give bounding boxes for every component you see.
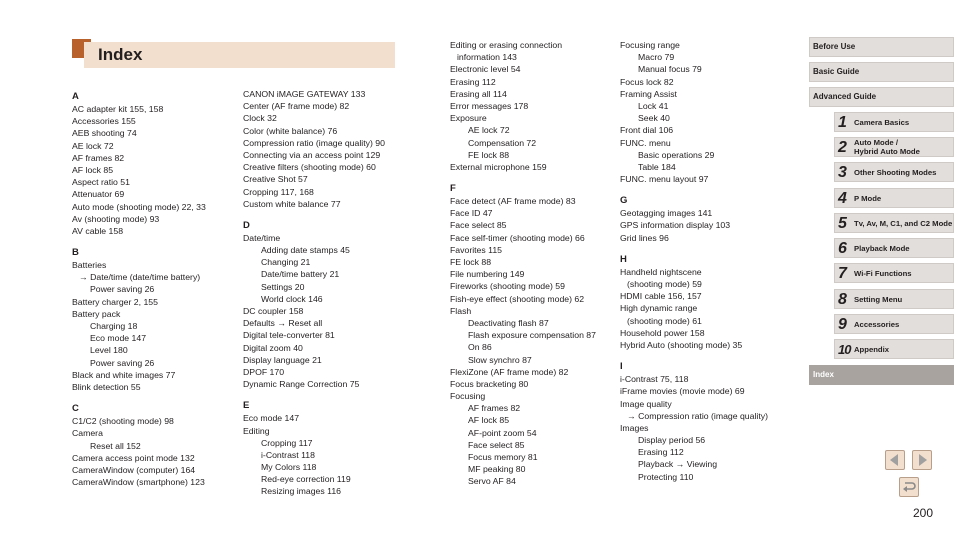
index-entry[interactable]: Erasing 112 <box>450 76 496 87</box>
index-entry[interactable]: World clock 146 <box>261 293 323 304</box>
page-title: Index <box>98 45 143 64</box>
index-entry[interactable]: Face self-timer (shooting mode) 66 <box>450 232 585 243</box>
chapter-label: Wi-Fi Functions <box>854 268 912 278</box>
index-entry[interactable]: Power saving 26 <box>90 284 155 295</box>
chapter-label: Playback Mode <box>854 243 910 253</box>
index-entry[interactable]: Fireworks (shooting mode) 59 <box>450 281 565 292</box>
index-entry[interactable]: Adding date stamps 45 <box>261 245 350 256</box>
index-entry[interactable]: Framing Assist <box>620 88 677 99</box>
index-entry[interactable]: Compression ratio (image quality) 90 <box>243 137 385 148</box>
index-entry[interactable]: AF lock 85 <box>72 164 114 175</box>
chapter-number: 8 <box>838 291 847 308</box>
nav-chapter-5[interactable] <box>834 213 954 233</box>
index-entry[interactable]: Batteries <box>72 260 107 271</box>
nav-index[interactable]: Index <box>809 365 954 385</box>
chapter-number: 7 <box>838 265 847 282</box>
index-entry[interactable]: External microphone 159 <box>450 161 547 172</box>
index-entry[interactable]: AF-point zoom 54 <box>468 427 537 438</box>
index-letter-heading: E <box>243 400 250 412</box>
index-entry[interactable]: On 86 <box>468 342 492 353</box>
index-entry[interactable]: Red-eye correction 119 <box>261 474 351 485</box>
index-entry[interactable]: CANON iMAGE GATEWAY 133 <box>243 89 366 99</box>
index-entry[interactable]: Black and white images 77 <box>72 369 176 380</box>
index-entry[interactable]: AC adapter kit 155, 158 <box>72 104 164 114</box>
index-letter-heading: A <box>72 91 79 102</box>
index-entry[interactable]: Camera <box>72 428 103 439</box>
index-column-4 <box>620 39 768 483</box>
index-entry[interactable]: Focus lock 82 <box>620 76 674 87</box>
index-entry[interactable]: (shooting mode) 59 <box>627 279 702 289</box>
index-entry[interactable]: Clock 32 <box>243 113 277 124</box>
chapter-number: 2 <box>838 139 847 156</box>
page-number: 200 <box>913 506 934 520</box>
index-entry[interactable]: Face ID 47 <box>450 208 493 219</box>
index-entry[interactable]: Compensation 72 <box>468 137 537 148</box>
index-entry[interactable]: Settings 20 <box>261 281 305 292</box>
index-entry[interactable]: AEB shooting 74 <box>72 128 137 139</box>
index-entry[interactable]: (shooting mode) 61 <box>627 315 702 326</box>
index-entry[interactable]: Date/time battery 21 <box>261 269 340 280</box>
index-entry[interactable]: Defaults → Reset all <box>243 318 323 329</box>
chapter-number: 5 <box>838 215 847 232</box>
index-entry[interactable]: Focus bracketing 80 <box>450 378 529 389</box>
index-entry[interactable]: DPOF 170 <box>243 366 285 377</box>
index-entry[interactable]: AE lock 72 <box>468 125 510 136</box>
prev-page-button[interactable] <box>885 450 905 470</box>
index-entry[interactable]: AF lock 85 <box>468 415 510 426</box>
index-entry[interactable]: Level 180 <box>90 345 128 356</box>
index-entry[interactable]: Aspect ratio 51 <box>72 177 130 188</box>
index-entry[interactable]: Table 184 <box>638 161 676 172</box>
chapter-label: Auto Mode / Hybrid Auto Mode <box>854 138 920 156</box>
index-entry[interactable]: Center (AF frame mode) 82 <box>243 101 350 112</box>
index-letter-heading: D <box>243 219 250 231</box>
index-entry[interactable]: Servo AF 84 <box>468 476 516 487</box>
index-entry[interactable]: Eco mode 147 <box>243 413 300 424</box>
nav-chapter-1[interactable] <box>834 112 954 132</box>
nav-chapter-9[interactable] <box>834 314 954 334</box>
index-column-1 <box>72 90 206 488</box>
index-entry[interactable]: Display period 56 <box>638 435 706 446</box>
index-entry[interactable]: Resizing images 116 <box>261 486 341 497</box>
index-entry[interactable]: Creative Shot 57 <box>243 174 308 185</box>
chapter-label: Camera Basics <box>854 117 910 127</box>
index-entry[interactable]: Blink detection 55 <box>72 381 141 392</box>
nav-advanced-guide[interactable]: Advanced Guide <box>809 87 954 107</box>
index-entry[interactable]: Color (white balance) 76 <box>243 125 338 136</box>
index-entry[interactable]: Face select 85 <box>450 220 507 231</box>
chapter-number: 10 <box>838 342 851 357</box>
index-entry[interactable]: CameraWindow (smartphone) 123 <box>72 477 205 488</box>
index-letter-heading: B <box>72 247 79 259</box>
index-entry[interactable]: Manual focus 79 <box>638 64 702 75</box>
index-entry[interactable]: Focusing range <box>620 40 680 50</box>
nav-chapter-4[interactable] <box>834 188 954 208</box>
chapter-number: 4 <box>838 190 847 207</box>
index-entry[interactable]: Erasing all 114 <box>450 88 507 99</box>
index-letter-heading: C <box>72 403 79 415</box>
index-entry[interactable]: Flash exposure compensation 87 <box>468 330 596 341</box>
index-entry[interactable]: Playback → Viewing <box>638 459 718 470</box>
index-entry[interactable]: FE lock 88 <box>450 257 492 267</box>
index-entry[interactable]: Lock 41 <box>638 100 669 111</box>
index-letter-heading: I <box>620 361 623 373</box>
index-letter-heading: G <box>620 195 628 207</box>
nav-chapter-3[interactable] <box>834 162 954 182</box>
index-entry[interactable]: Macro 79 <box>638 52 675 63</box>
index-entry[interactable]: FUNC. menu <box>620 137 671 148</box>
index-entry[interactable]: High dynamic range <box>620 303 698 314</box>
index-entry[interactable]: AF frames 82 <box>468 403 521 414</box>
index-entry[interactable]: Household power 158 <box>620 327 705 338</box>
index-entry[interactable]: Image quality <box>620 398 672 409</box>
index-entry[interactable]: Grid lines 96 <box>620 232 669 243</box>
index-entry[interactable]: AE lock 72 <box>72 140 114 151</box>
arrow-right-icon <box>913 451 931 469</box>
index-entry[interactable]: Cropping 117 <box>261 437 313 448</box>
index-entry[interactable]: Eco mode 147 <box>90 333 147 344</box>
index-entry[interactable]: Cropping 117, 168 <box>243 186 314 197</box>
index-entry[interactable]: My Colors 118 <box>261 462 317 473</box>
index-entry[interactable]: Date/time <box>243 232 281 243</box>
index-entry[interactable]: Dynamic Range Correction 75 <box>243 379 360 390</box>
index-entry[interactable]: AF frames 82 <box>72 152 125 163</box>
index-entry[interactable]: → Compression ratio (image quality) <box>627 410 768 421</box>
index-entry[interactable]: information 143 <box>457 52 517 63</box>
index-entry[interactable]: Fish-eye effect (shooting mode) 62 <box>450 293 585 304</box>
index-entry[interactable]: Attenuator 69 <box>72 189 125 200</box>
index-entry[interactable]: i-Contrast 75, 118 <box>620 374 689 385</box>
nav-chapter-10[interactable] <box>834 339 954 359</box>
index-entry[interactable]: Power saving 26 <box>90 357 155 368</box>
index-entry[interactable]: HDMI cable 156, 157 <box>620 291 702 302</box>
index-entry[interactable]: GPS information display 103 <box>620 220 731 231</box>
index-entry[interactable]: Focus memory 81 <box>468 452 538 462</box>
index-entry[interactable]: → Date/time (date/time battery) <box>79 272 201 283</box>
index-entry[interactable]: Exposure <box>450 113 487 124</box>
index-entry[interactable]: Battery charger 2, 155 <box>72 296 158 307</box>
chapter-label: Other Shooting Modes <box>854 167 937 177</box>
index-entry[interactable]: Focusing <box>450 391 486 402</box>
index-entry[interactable]: C1/C2 (shooting mode) 98 <box>72 416 174 427</box>
chapter-label: Appendix <box>854 344 890 354</box>
index-entry[interactable]: Handheld nightscene <box>620 266 702 277</box>
index-entry[interactable]: Basic operations 29 <box>638 149 715 160</box>
nav-basic-guide[interactable]: Basic Guide <box>809 62 954 82</box>
index-entry[interactable]: FUNC. menu layout 97 <box>620 174 709 185</box>
index-entry[interactable]: Front dial 106 <box>620 125 674 136</box>
index-entry[interactable]: Favorites 115 <box>450 244 502 255</box>
index-entry[interactable]: Geotagging images 141 <box>620 208 713 219</box>
index-entry[interactable]: Flash <box>450 305 472 316</box>
index-entry[interactable]: Electronic level 54 <box>450 64 521 75</box>
index-entry[interactable]: Slow synchro 87 <box>468 354 532 365</box>
index-entry[interactable]: Protecting 110 <box>638 471 694 482</box>
index-entry[interactable]: Hybrid Auto (shooting mode) 35 <box>620 339 743 350</box>
index-entry[interactable]: MF peaking 80 <box>468 464 526 475</box>
index-entry[interactable]: Auto mode (shooting mode) 22, 33 <box>72 201 206 212</box>
index-entry[interactable]: Custom white balance 77 <box>243 198 341 209</box>
nav-chapter-7[interactable] <box>834 263 954 283</box>
index-entry[interactable]: Changing 21 <box>261 257 311 268</box>
index-entry[interactable]: Face detect (AF frame mode) 83 <box>450 196 576 207</box>
index-entry[interactable]: Reset all 152 <box>90 440 141 451</box>
nav-before-use[interactable]: Before Use <box>809 37 954 57</box>
next-page-button[interactable] <box>912 450 932 470</box>
index-letter-heading: H <box>620 253 627 265</box>
index-entry[interactable]: FlexiZone (AF frame mode) 82 <box>450 366 569 377</box>
chapter-label: Setting Menu <box>854 294 903 304</box>
arrow-left-icon <box>886 451 904 469</box>
index-entry[interactable]: Erasing 112 <box>638 447 684 458</box>
index-letter-heading: F <box>450 183 456 195</box>
return-button[interactable] <box>899 477 919 497</box>
chapter-number: 1 <box>838 114 847 131</box>
index-entry[interactable]: Accessories 155 <box>72 116 136 127</box>
index-entry[interactable]: Error messages 178 <box>450 100 529 111</box>
index-entry[interactable]: Charging 18 <box>90 321 138 331</box>
index-entry[interactable]: Digital zoom 40 <box>243 342 303 353</box>
index-column-2 <box>243 88 385 498</box>
index-entry[interactable]: File numbering 149 <box>450 269 525 280</box>
chapter-number: 3 <box>838 164 847 181</box>
index-entry[interactable]: Digital tele-converter 81 <box>243 330 335 341</box>
index-entry[interactable]: FE lock 88 <box>468 149 510 160</box>
index-entry[interactable]: Creative filters (shooting mode) 60 <box>243 162 376 173</box>
index-entry[interactable]: Face select 85 <box>468 439 525 450</box>
index-entry[interactable]: Seek 40 <box>638 113 670 124</box>
chapter-label: Tv, Av, M, C1, and C2 Mode <box>854 218 953 228</box>
index-entry[interactable]: CameraWindow (computer) 164 <box>72 464 196 475</box>
index-entry[interactable]: AV cable 158 <box>72 225 124 236</box>
nav-chapter-8[interactable] <box>834 289 954 309</box>
index-entry[interactable]: Editing or erasing connection <box>450 40 563 50</box>
nav-chapter-6[interactable] <box>834 238 954 258</box>
index-column-3 <box>450 39 596 488</box>
index-entry[interactable]: Connecting via an access point 129 <box>243 149 381 160</box>
chapter-label: Accessories <box>854 319 900 329</box>
index-entry[interactable]: Editing <box>243 425 270 436</box>
index-entry[interactable]: Display language 21 <box>243 354 322 365</box>
index-entry[interactable]: Battery pack <box>72 308 121 319</box>
chapter-label: P Mode <box>854 193 882 203</box>
index-entry[interactable]: Images <box>620 422 649 433</box>
index-entry[interactable]: Deactivating flash 87 <box>468 317 549 328</box>
index-entry[interactable]: Camera access point mode 132 <box>72 452 195 463</box>
index-entry[interactable]: iFrame movies (movie mode) 69 <box>620 386 745 397</box>
chapter-number: 9 <box>838 316 847 333</box>
nav-chapter-2[interactable] <box>834 137 954 157</box>
return-icon <box>900 478 918 496</box>
index-entry[interactable]: Av (shooting mode) 93 <box>72 213 160 224</box>
chapter-number: 6 <box>838 240 847 257</box>
index-entry[interactable]: i-Contrast 118 <box>261 449 315 460</box>
index-entry[interactable]: DC coupler 158 <box>243 306 304 316</box>
